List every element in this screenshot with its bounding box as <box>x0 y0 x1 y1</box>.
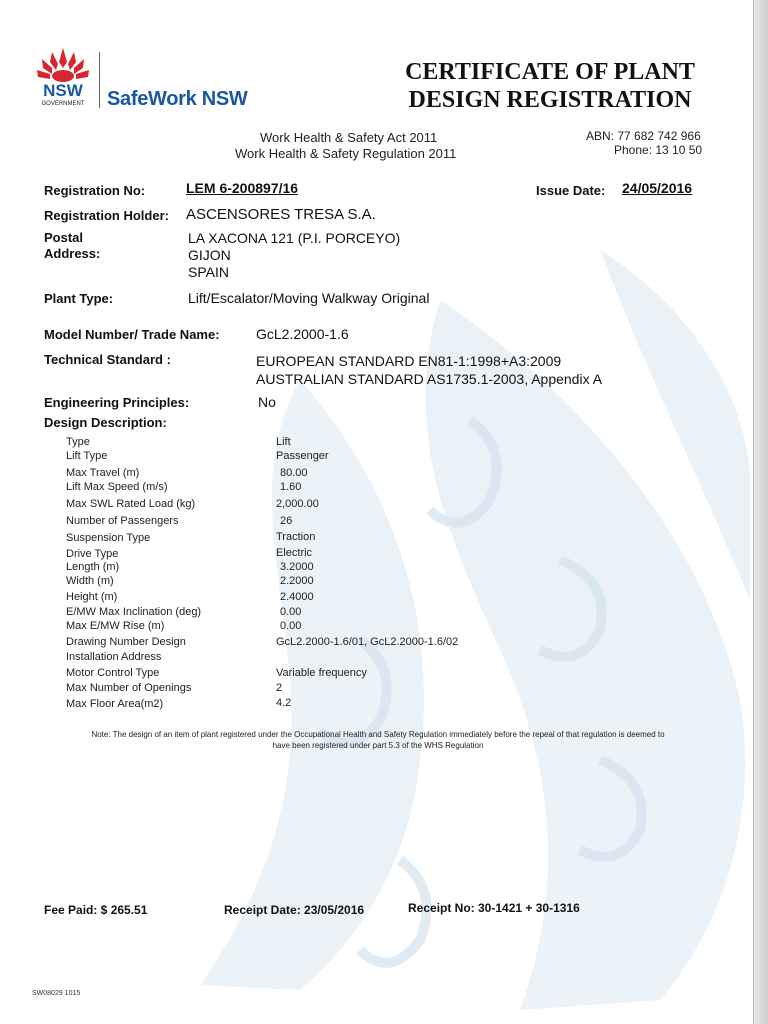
address-line-1: LA XACONA 121 (P.I. PORCEYO) <box>188 230 401 246</box>
regulation-name: Work Health & Safety Regulation 2011 <box>235 146 457 161</box>
spec-value: 1.60 <box>280 481 302 493</box>
model-label: Model Number/ Trade Name: <box>44 327 220 342</box>
spec-value: 2.2000 <box>280 575 314 587</box>
spec-value: 2.4000 <box>280 591 314 603</box>
engineering-principles-label: Engineering Principles: <box>44 395 190 410</box>
design-description-label: Design Description: <box>44 415 167 430</box>
government-label: GOVERNMENT <box>41 101 85 107</box>
postal-label-2: Address: <box>44 246 101 261</box>
nsw-wordmark: NSW <box>43 81 83 100</box>
note-line-2: have been registered under part 5.3 of the WHS Regulation <box>272 741 484 750</box>
holder-value: ASCENSORES TRESA S.A. <box>186 206 376 223</box>
registration-no-value: LEM 6-200897/16 <box>186 180 299 196</box>
postal-label-1: Postal <box>44 230 84 245</box>
holder-label: Registration Holder: <box>44 208 169 223</box>
spec-label: Max E/MW Rise (m) <box>66 620 165 632</box>
receipt-date: Receipt Date: 23/05/2016 <box>224 903 365 917</box>
technical-standard-label: Technical Standard : <box>44 352 171 367</box>
spec-label: Max Floor Area(m2) <box>66 698 164 710</box>
issue-date-value: 24/05/2016 <box>622 180 693 196</box>
act-name: Work Health & Safety Act 2011 <box>260 130 438 145</box>
certificate-title <box>380 58 720 114</box>
address-line-3: SPAIN <box>188 264 229 280</box>
receipt-number: Receipt No: 30-1421 + 30-1316 <box>408 901 580 915</box>
spec-value: 0.00 <box>280 620 302 632</box>
spec-value: 80.00 <box>280 467 308 479</box>
spec-value: 4.2 <box>276 697 292 709</box>
spec-value: 26 <box>280 515 293 527</box>
regulation-note <box>48 729 708 751</box>
spec-label: Number of Passengers <box>66 515 179 527</box>
spec-value: Traction <box>276 531 316 543</box>
spec-label: Type <box>66 436 90 448</box>
spec-value: 2 <box>276 682 283 694</box>
technical-standard-line-1: EUROPEAN STANDARD EN81-1:1998+A3:2009 <box>256 353 562 369</box>
spec-label: Max Travel (m) <box>66 467 140 479</box>
spec-value: Electric <box>276 547 313 559</box>
model-value: GcL2.2000-1.6 <box>256 326 349 342</box>
spec-label: Drawing Number Design <box>66 636 186 648</box>
spec-value: 2,000.00 <box>276 498 319 510</box>
waratah-logo-icon <box>28 46 98 111</box>
spec-value: 0.00 <box>280 606 302 618</box>
spec-label: Lift Max Speed (m/s) <box>66 481 168 493</box>
spec-value: 3.2000 <box>280 561 314 573</box>
spec-value: Variable frequency <box>276 667 367 679</box>
spec-label: Motor Control Type <box>66 667 160 679</box>
brand-name: SafeWork NSW <box>107 88 248 110</box>
issue-date-label: Issue Date: <box>536 183 606 198</box>
spec-label: Suspension Type <box>66 532 151 544</box>
spec-label: Length (m) <box>66 561 120 573</box>
phone: Phone: 13 10 50 <box>614 143 703 157</box>
spec-label: Width (m) <box>66 575 114 587</box>
spec-label: Max SWL Rated Load (kg) <box>66 498 196 510</box>
spec-label: Installation Address <box>66 651 162 663</box>
spec-label: E/MW Max Inclination (deg) <box>66 606 202 618</box>
engineering-principles-value: No <box>258 394 276 410</box>
address-line-2: GIJON <box>188 247 231 263</box>
logo-divider <box>99 52 100 108</box>
plant-type-label: Plant Type: <box>44 291 114 306</box>
fee-paid: Fee Paid: $ 265.51 <box>44 903 148 917</box>
title-line-2: DESIGN REGISTRATION <box>408 87 692 113</box>
plant-type-value: Lift/Escalator/Moving Walkway Original <box>188 290 430 306</box>
abn: ABN: 77 682 742 966 <box>586 129 701 143</box>
technical-standard-line-2: AUSTRALIAN STANDARD AS1735.1-2003, Appendix A <box>256 371 603 387</box>
registration-no-label: Registration No: <box>44 183 146 198</box>
spec-label: Max Number of Openings <box>66 682 192 694</box>
form-code: SW08029 1015 <box>32 990 81 997</box>
spec-value: Lift <box>276 436 291 448</box>
scan-edge <box>753 0 768 1024</box>
title-line-1: CERTIFICATE OF PLANT <box>405 59 695 85</box>
spec-value: GcL2.2000-1.6/01, GcL2.2000-1.6/02 <box>276 636 459 648</box>
note-line-1: Note: The design of an item of plant registered under the Occupational Health and Safety Regulation immediately before the repeal of that regulation is deemed to <box>91 730 665 739</box>
spec-value: Passenger <box>276 450 329 462</box>
spec-label: Lift Type <box>66 450 108 462</box>
spec-label: Height (m) <box>66 591 118 603</box>
spec-label: Drive Type <box>66 548 119 560</box>
